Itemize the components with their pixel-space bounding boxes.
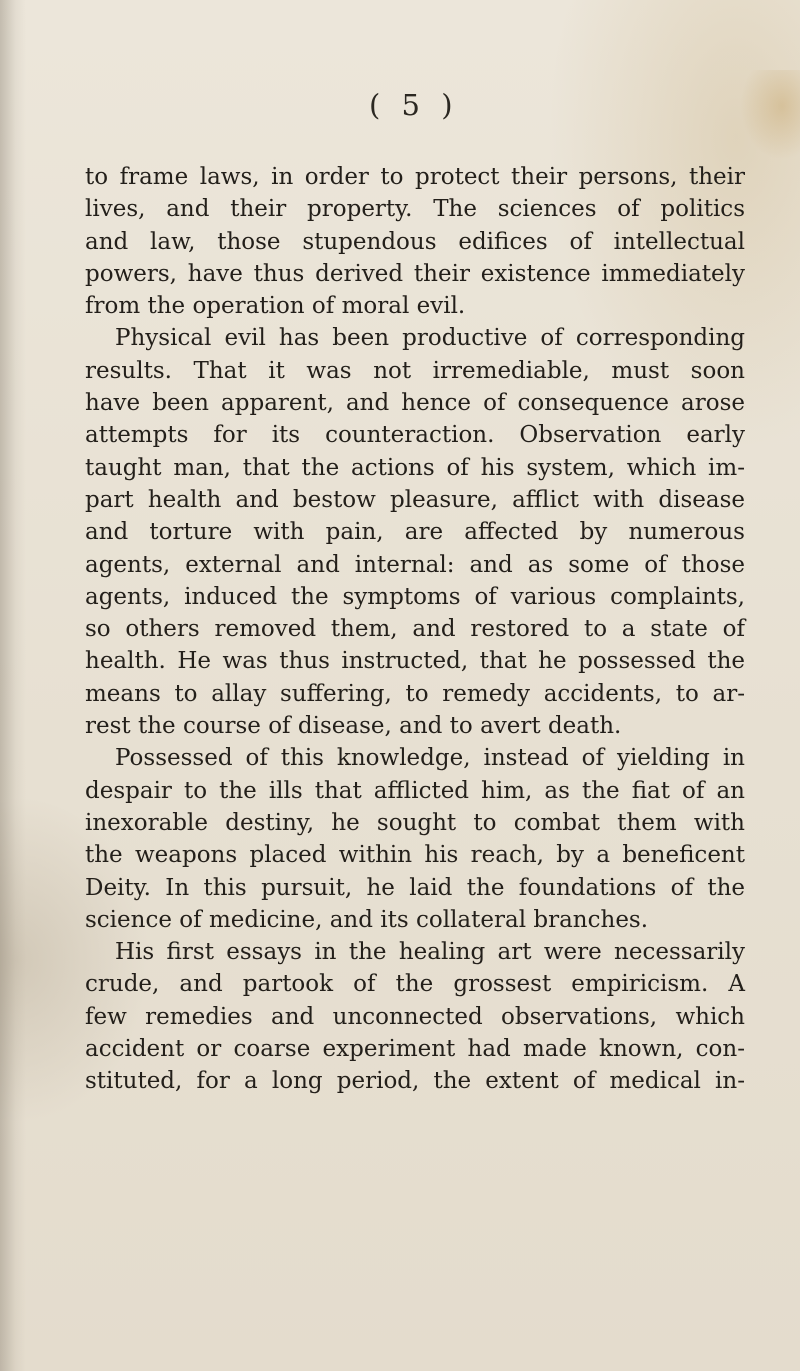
text-line-22: the weapons placed within his reach, by a beneficent [85,842,745,869]
text-line-2: lives, and their property. The sciences of politics [85,196,745,223]
text-line-16: health. He was thus instructed, that he possessed the [85,648,745,675]
text-line-12: and torture with pain, are affected by numerous [85,519,745,546]
text-line-19: Possessed of this knowledge, instead of yielding in [115,745,745,772]
text-line-20: despair to the ills that afflicted him, as the fiat of an [85,777,745,804]
text-line-17: means to allay suffering, to remedy accidents, to ar- [85,680,745,707]
body-text [85,161,745,1098]
text-line-29: stituted, for a long period, the extent of medical in- [85,1068,745,1095]
text-line-18: rest the course of disease, and to avert death. [85,713,622,740]
text-line-11: part health and bestow pleasure, afflict with disease [85,486,745,513]
paper-stain [740,70,800,160]
text-line-9: attempts for its counteraction. Observation early [85,422,745,449]
text-line-1: to frame laws, in order to protect their persons, their [85,164,745,190]
text-line-23: Deity. In this pursuit, he laid the foundations of the [85,874,745,901]
text-line-3: and law, those stupendous edifices of intellectual [85,228,745,255]
text-line-8: have been apparent, and hence of consequence arose [85,390,745,417]
text-line-14: agents, induced the symptoms of various complaints, [85,583,745,610]
text-line-6: Physical evil has been productive of corresponding [115,325,745,352]
text-line-4: powers, have thus derived their existence immediately [85,260,745,287]
text-line-5: from the operation of moral evil. [85,293,466,320]
text-line-25: His first essays in the healing art were necessarily [115,939,745,966]
text-line-24: science of medicine, and its collateral branches. [85,906,649,933]
binding-shadow [0,0,26,1371]
text-line-28: accident or coarse experiment had made known, con- [85,1036,745,1063]
text-line-27: few remedies and unconnected observations, which [85,1003,745,1030]
text-line-10: taught man, that the actions of his system, which im- [85,454,745,481]
text-line-7: results. That it was not irremediable, must soon [85,357,745,384]
text-line-13: agents, external and internal: and as some of those [85,551,745,578]
text-line-21: inexorable destiny, he sought to combat them with [85,809,745,836]
text-line-15: so others removed them, and restored to a state of [85,616,745,643]
text-line-26: crude, and partook of the grossest empiricism. A [85,971,745,998]
page-number: ( 5 ) [369,88,459,122]
